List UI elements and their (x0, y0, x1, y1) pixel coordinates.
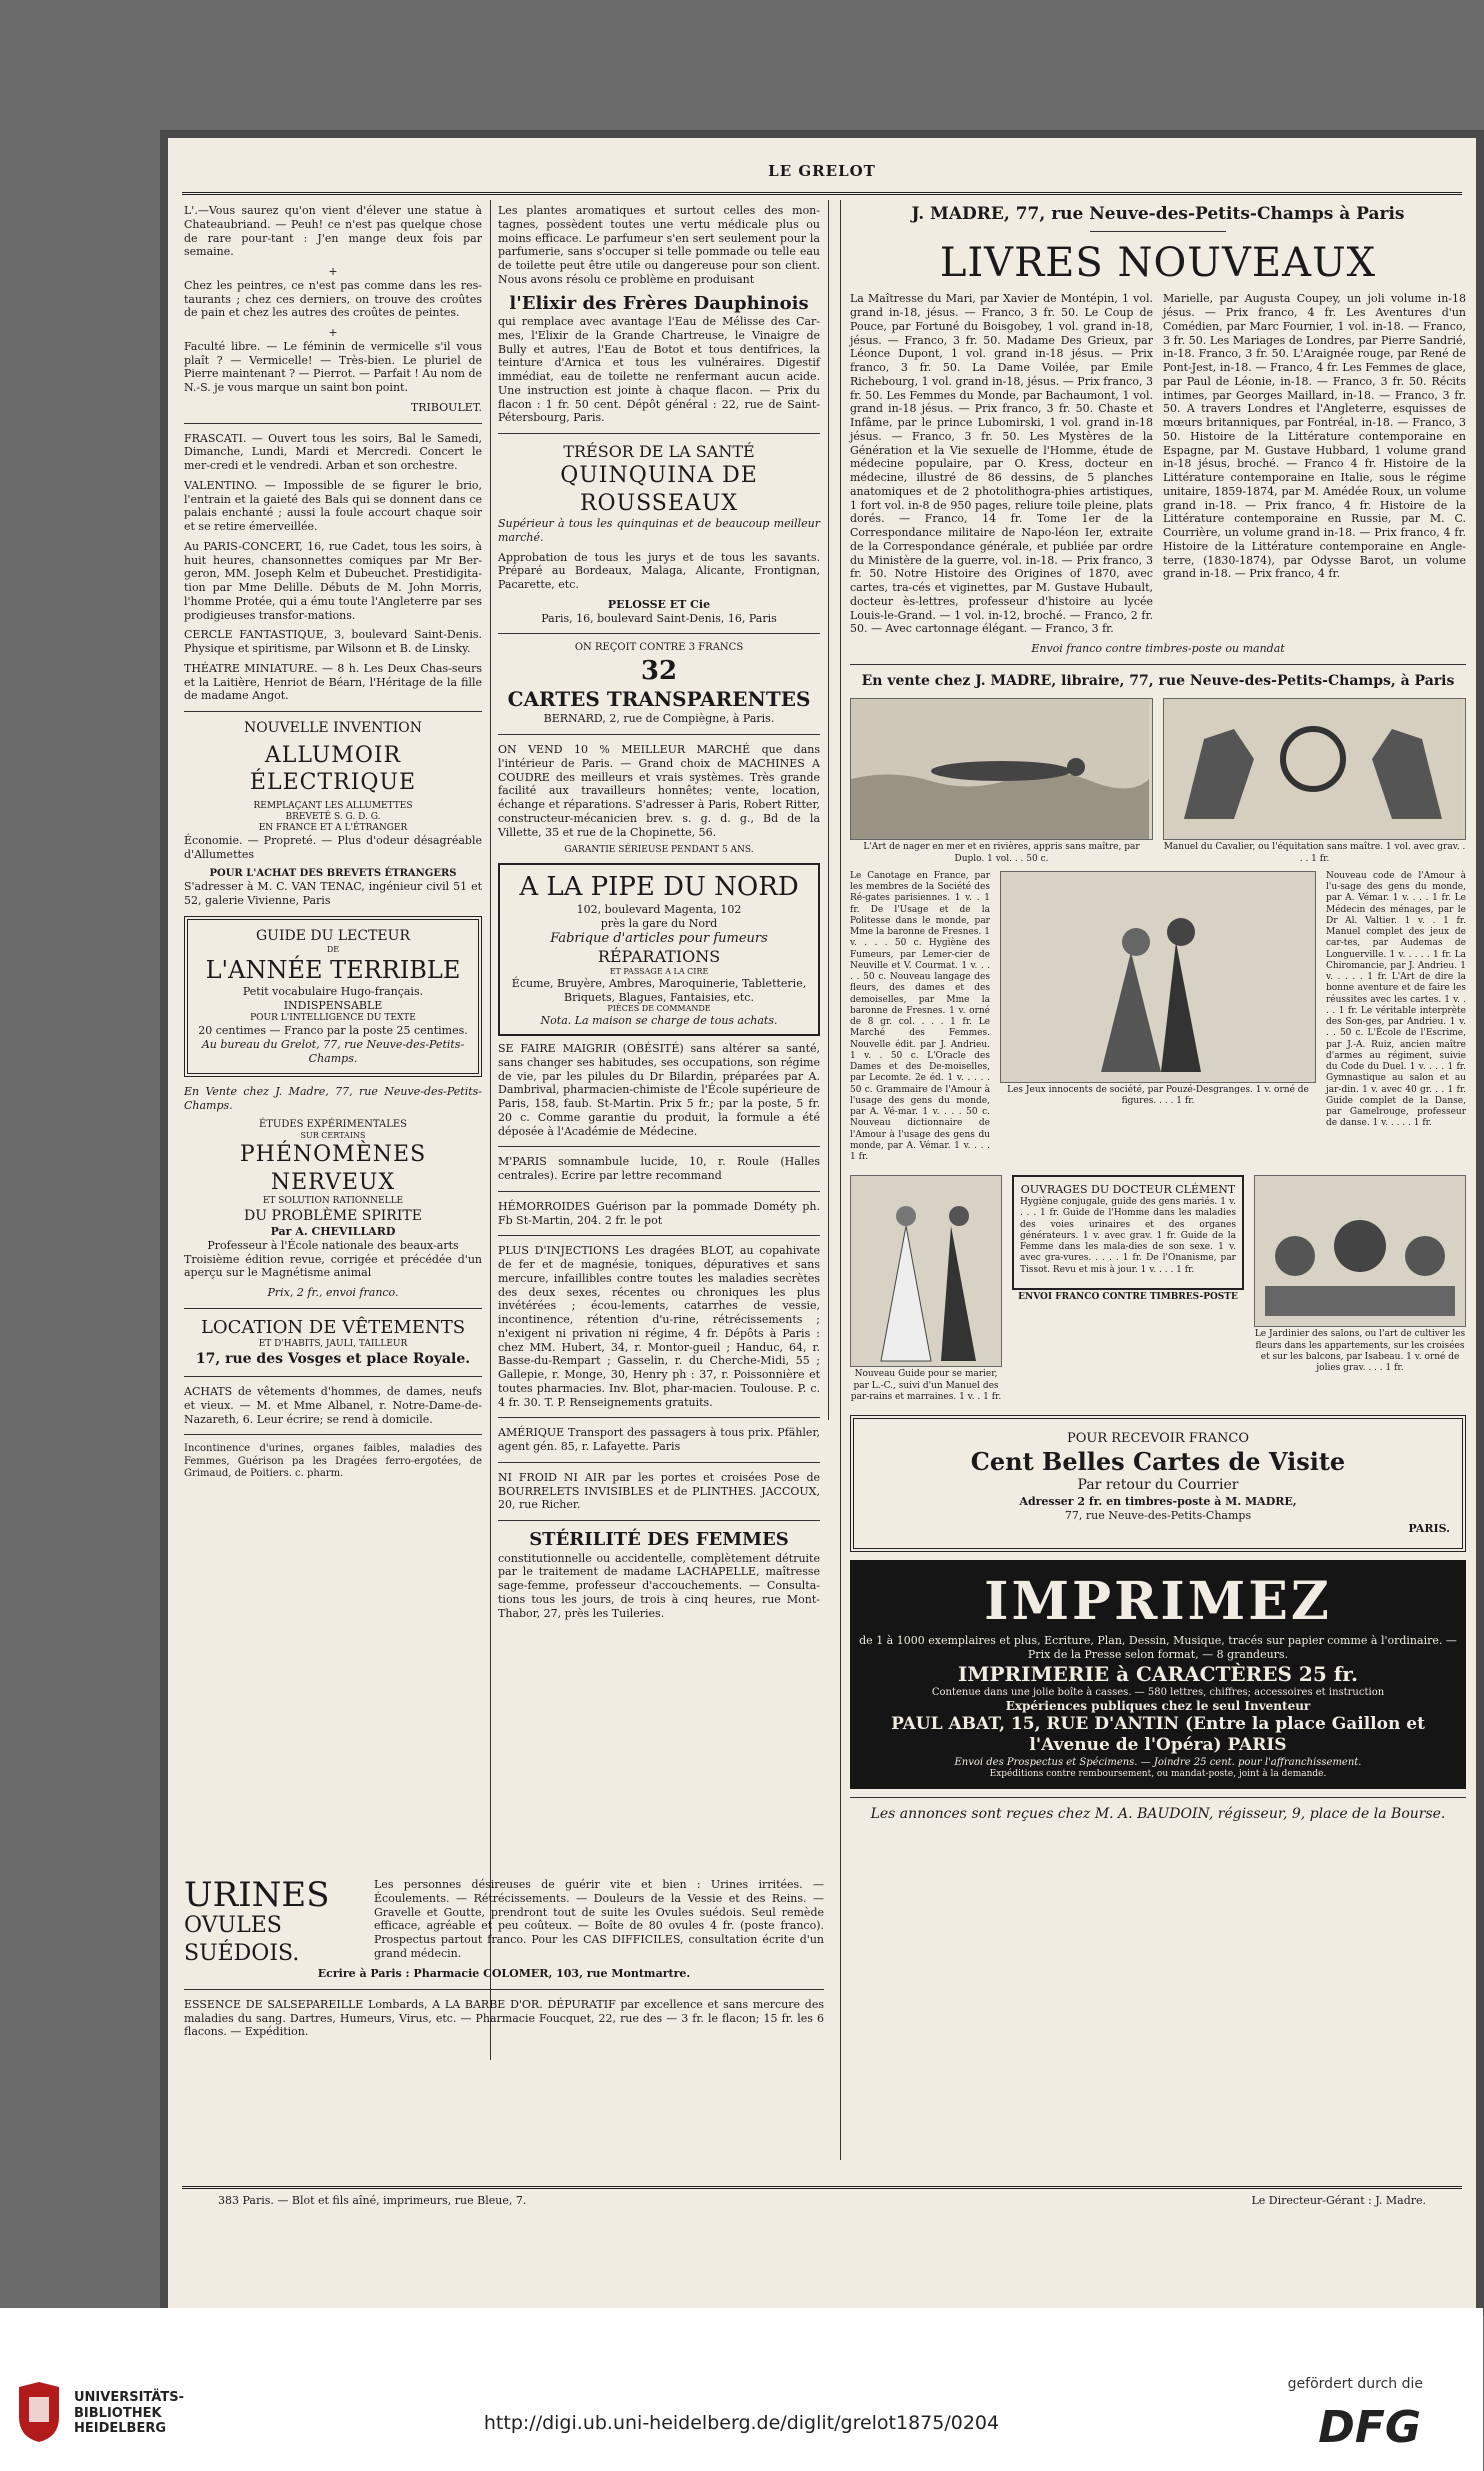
newspaper-page (168, 138, 1476, 2308)
caption-nager: L'Art de nager en mer et en rivières, appris sans maître, par Duplo. 1 vol. . . 50 c. (863, 842, 1140, 864)
dfg-logo: DFG (1318, 2402, 1421, 2453)
cent-cartes: Cent Belles Cartes de Visite (970, 1447, 1346, 1477)
imprimez-line5: PAUL ABAT, 15, RUE D'ANTIN (Entre la place Gaillon et l'Avenue de l'Opéra) PARIS (891, 1714, 1425, 1756)
caption-couple: Les Jeux innocents de société, par Pouzé-Desgranges. 1 v. orné de figures. . . . 1 fr. (1007, 1084, 1309, 1106)
joke-peintres: Chez les peintres, ce n'est pas comme dans les res-taurants ; chez ces derniers, on trouve des croûtes de pain et chez les autres des croûtes de peintes. (184, 278, 482, 320)
signature: TRIBOULET. (410, 400, 482, 414)
ad-colomer: Ecrire à Paris : Pharmacie COLOMER, 103, rue Montmartre. (317, 1967, 691, 1980)
ad-maigrir: SE FAIRE MAIGRIR (OBÉSITÉ) sans altérer sa santé, sans changer ses habitudes, ses occupations, son régime de vie, par les pilules du Dr Bilardin, préparées par A. Dambrival, pharmacien-chimiste de l'École supérieure de Paris, 158, faub. St-Martin. Prix 5 fr.; par la poste, 5 fr. 20 c. Comme garantie du produit, la formule a été déposée à l'Académie de Médecine. (498, 1042, 820, 1138)
imprimez-line2: IMPRIMERIE à CARACTÈRES 25 fr. (958, 1661, 1358, 1686)
notice-cercle: CERCLE FANTASTIQUE, 3, boulevard Saint-Denis. Physique et spiritisme, par Wilsonn et B. de Linsky. (184, 628, 482, 655)
joke-faculte: Faculté libre. — Le féminin de vermicelle s'il vous plaît ? — Vermicelle! — Très-bien. Le pluriel de Pierre maintenant ? — Pierrot. — Parfait ! Au nom de N.-S. je vous marque un saint bon point. (184, 339, 482, 394)
ad-on-vend: ON VEND 10 % MEILLEUR MARCHÉ que dans l'intérieur de Paris. — Grand choix de MACHINES A COUDRE des meilleurs et vrais systèmes. Très grande facilité aux travailleurs honnêtes; vente, location, échange et réparations. S'adresser à Paris, Robert Ritter, constructeur-mécanicien brev. s. g. d. g., Bd de la Villette, 35 et rue de la Chopinette, 56. (498, 743, 820, 839)
column-right (850, 204, 1466, 2204)
column-divider (490, 200, 491, 2060)
ad-cartes: CARTES TRANSPARENTES (507, 687, 811, 712)
ad-quinquina: QUINQUINA DE ROUSSEAUX (560, 463, 758, 516)
ad-bernard: BERNARD, 2, rue de Compiègne, à Paris. (543, 712, 775, 726)
gefoerdert-text: gefördert durch die (1287, 2376, 1423, 2392)
ad-superieur: Supérieur à tous les quinquinas et de beaucoup meilleur marché. (498, 517, 820, 544)
etudes-sur: SUR CERTAINS (300, 1131, 366, 1141)
prix-phenomenes: Prix, 2 fr., envoi franco. (267, 1286, 399, 1299)
ad-brevete: BREVETÉ S. G. D. G. (285, 811, 381, 822)
ad-elixir-text: qui remplace avec avantage l'Eau de Mélisse des Car-mes, l'Elixir de la Grande Chartreuse, le Vinaigre de Bully et autres, l'Eau de Botot et tous dentifrices, la teinture d'Arnica et tous les vulnéraires. Digestif immédiat, eau de toilette ne renfermant aucun acide. Une instruction est jointe à chaque flacon. — Prix du flacon : 1 fr. 50 cent. Dépôt général : 22, rue de Saint-Pétersbourg, Paris. (498, 315, 820, 425)
column-one: L'.—Vous saurez qu'on vient d'élever une statue à Chateaubriand. — Peuh! ce n'est pas quelque chose de rare pour-tant : J'en mange deux fois par semaine. + Chez les peintres, ce n'est pas comme dans les res-taurants ; chez ces derniers, on trouve des croûtes de pain et chez les autres des croûtes de peintes. + Faculté libre. — Le féminin de vermicelle s'il vous plaît ? — Vermicelle! — Très-bien. Le pluriel de Pierre maintenant ? — Pierrot. — Parfait ! Au nom de N.-S. je vous marque un saint bon point. TRIBOULET. FRASCATI. — Ouvert tous les soirs, Bal le Samedi, Dimanche, Lundi, Mardi et Mercredi. Concert le mer-credi et le vendredi. Arban et son orchestre. VALENTINO. — Impossible de se figurer le brio, l'entrain et la gaieté des Bals qui se donnent dans ce palais enchanté ; aussi la foule accourt chaque soir et se retire émerveillée. Au PARIS-CONCERT, 16, rue Cadet, tous les soirs, à huit heures, chansonnettes comiques par Mr Ber-geron, MM. Joseph Kelm et Dubeuchet. Prestidigita-tion par Mme Delille. Débuts de M. John Morris, l'homme Protée, qui a ému toute l'Angleterre par ses prodigieuses transfor-mations. CERCLE FANTASTIQUE, 3, boulevard Saint-Denis. Physique et spiritisme, par Wilsonn et B. de Linsky. THÉATRE MINIATURE. — 8 h. Les Deux Chas-seurs et la Laitière, Henriot de Béarn, l'Héritage de la fille de madame Angot. NOUVELLE INVENTION ALLUMOIR ÉLECTRIQUE REMPLAÇANT LES ALLUMETTES BREVETÉ S. G. D. G. EN FRANCE ET A L'ÉTRANGER Économie. — Propreté. — Plus d'odeur désagréable d'Allumettes POUR L'ACHAT DES BREVETS ÉTRANGERS S'adresser à M. C. VAN TENAC, ingénieur civil 51 et 52, galerie Vivienne, Paris GUIDE DU LECTEUR DE L'ANNÉE TERRIBLE Petit vocabulaire Hugo-français. INDISPENSABLE POUR L'INTELLIGENCE DU TEXTE 20 centimes — Franco par la poste 25 centimes. Au bureau du Grelot, 77, rue Neuve-des-Petits-Champs. En Vente chez J. Madre, 77, rue Neuve-des-Petits-Champs. ÉTUDES EXPÉRIMENTALES SUR CERTAINS PHÉNOMÈNES NERVEUX ET SOLUTION RATIONNELLE DU PROBLÈME SPIRITE Par A. CHEVILLARD Professeur à l'École nationale des beaux-arts Troisième édition revue, corrigée et précédée d'un aperçu sur le Magnétisme animal Prix, 2 fr., envoi franco. LOCATION DE VÊTEMENTS ET D'HABITS, JAULI, TAILLEUR 17, rue des Vosges et place Royale. ACHATS de vêtements d'hommes, de dames, neufs et vieux. — M. et Mme Albanel, r. Notre-Dame-de-Nazareth, 6. Leur écrire; se rend à domicile. Incontinence d'urines, organes faibles, maladies des Femmes, Guérison pa les Dragées ferro-ergotées, de Grimaud, de Poitiers. c. pharm. (184, 204, 482, 1480)
adresser-madre: Adresser 2 fr. en timbres-poste à M. MADRE, (1019, 1494, 1297, 1508)
adresser-paris: PARIS. (1408, 1522, 1450, 1536)
pipe-reparations: RÉPARATIONS (597, 946, 721, 966)
ad-ovules: OVULES SUÉDOIS. (184, 1913, 300, 1966)
ad-urines-text: Les personnes désireuses de guérir vite et bien : Urines irritées. — Écoulements. — Rétrécissements. — Douleurs de la Vessie et des Reins. — Gravelle et Goutte, prendront tout de suite les Ovules suédois. Seul remède efficace, agréable et peu coûteux. — Boîte de 80 ovules 4 fr. (poste franco). Prospectus partout franco. Pour les CAS DIFFICILES, consultation écrite d'un grand médecin. (374, 1878, 824, 1960)
ad-allumoir: ALLUMOIR ÉLECTRIQUE (249, 742, 417, 795)
ad-incontinence: Incontinence d'urines, organes faibles, maladies des Femmes, Guérison pa les Dragées ferro-ergotées, de Grimaud, de Poitiers. c. pharm. (184, 1443, 482, 1480)
guide-de: DE (326, 945, 340, 955)
ouvrages-title: OUVRAGES DU DOCTEUR CLÉMENT (1020, 1183, 1236, 1197)
envoi-timbres: ENVOI FRANCO CONTRE TIMBRES-POSTE (1018, 1291, 1238, 1302)
imprimez-title: IMPRIMEZ (984, 1571, 1332, 1632)
annonces: Les annonces sont reçues chez M. A. BAUDOIN, régisseur, 9, place de la Bourse. (870, 1806, 1446, 1823)
uni-line3: HEIDELBERG (74, 2421, 167, 2437)
ouvrages-box (1012, 1175, 1244, 1290)
notice-paris-concert: Au PARIS-CONCERT, 16, rue Cadet, tous les soirs, à huit heures, chansonnettes comiques par Mr Ber-geron, MM. Joseph Kelm et Dubeuchet. Prestidigita-tion par Mme Delille. Débuts de M. John Morris, l'homme Protée, qui a ému toute l'Angleterre par ses prodigieuses transfor-mations. (184, 539, 482, 622)
auteur: Par A. CHEVILLARD (270, 1225, 396, 1238)
page-footer (218, 2194, 1426, 2207)
wide-ads (184, 1875, 824, 2178)
header-rule (182, 192, 1462, 195)
en-vente: En Vente chez J. Madre, 77, rue Neuve-des-Petits-Champs. (184, 1085, 482, 1112)
digital-library-bar (0, 2308, 1483, 2471)
books-left: La Maîtresse du Mari, par Xavier de Montépin, 1 vol. grand in-18, jésus. — Franco, 3 fr. 50. Le Coup de Pouce, par Fortuné du Boisgobey, 1 vol. grand in-18, jésus. — Franco, 3 fr. 50. Madame Des Grieux, par Léonce Dupont, 1 vol. grand in-18 jésus. — Prix franco, 3 fr. 50. La Dame Voilée, par Emile Richebourg, 1 vol. grand in-18, jésus. — Prix franco, 3 fr. 50. Les Femmes du Monde, par Bachaumont, 1 vol. grand in-18 jésus. — Prix franco, 3 fr. 50. Chaste et Infâme, par le prince Lubomirski, 1 vol. grand in-18 jésus. — Franco, 3 fr. 50. Les Mystères de la Génération et la Vie sexuelle de l'Homme, étude de médecine populaire, par O. Kress, docteur en médecine, illustré de 86 dessins, de 5 planches anatomiques et de 2 photolithogra-phies artistiques, 1 fort vol. in-8 de 950 pages, reliure toile pleine, plats dorés. — Franco, 14 fr. Tome 1er de la Correspondance militaire de Napo-léon Ier, extraite de la Correspondance générale, et publiée par ordre du Ministère de la guerre, vol. in-18. — Prix franco, 3 fr. 50. Notre Histoire des Origines of 1870, avec cartes, tra-cés et viginettes, par M. Gustave Hubault, docteur ès-lettres, professeur d'histoire au lycée Louis-le-Grand. — 1 vol. in-12, broché. — Franco, 2 fr. 50. — Avec cartonnage élégant. — Franco, 3 fr. (850, 292, 1153, 636)
joke-chateaubriand: L'.—Vous saurez qu'on vient d'élever une statue à Chateaubriand. — Peuh! ce n'est pas quelque chose de rare pour-tant : J'en mange deux fois par semaine. (184, 204, 482, 259)
list-left: Le Canotage en France, par les membres de la Société des Ré-gates parisiennes. 1 v. . 1 fr. De l'Usage et de la Politesse dans le monde, par Mme la baronne de Fresnes. 1 v. . . . 50 c. Hygiène des Fumeurs, par Lemer-cier de Neuville et V. Courmat. 1 v. . . . . 50 c. Nouveau langage des fleurs, des dames et des demoiselles, par Mme la baronne de Fresnes. 1 v. orné de 8 gr. col. . . . 1 fr. Le Marché des Femmes. Nouvelle édit. par J. Andrieu. 1 v. . 50 c. L'Oracle des Dames et des De-moiselles, par Lecomte. 2e éd. 1 v. . . . . 50 c. Grammaire de l'Amour à l'usage des gens du monde, par A. Vé-mar. 1 v. . . . 50 c. Nouveau dictionnaire de l'Amour à l'usage des gens du monde, par A. Vémar. 1 v. . . . 1 fr. (850, 870, 990, 1162)
uni-line1: UNIVERSITÄTS- (74, 2390, 184, 2405)
ad-plantes: Les plantes aromatiques et surtout celles des mon-tagnes, possèdent toutes une vertu médicale plus ou moins efficace. Le parfumeur s'en sert seulement pour la parfumerie, sans s'occuper si telle pommade ou telle eau de toilette peut être utile ou dangereuse pour son client. Nous avons résolu ce problème en produisant (498, 204, 820, 286)
jardin-illustration (1254, 1175, 1466, 1327)
imprimez-line4: Expériences publiques chez le seul Inventeur (1005, 1699, 1311, 1713)
notice-frascati: FRASCATI. — Ouvert tous les soirs, Bal le Samedi, Dimanche, Lundi, Mardi et Mercredi. Concert le mer-credi et le vendredi. Arban et son orchestre. (184, 431, 482, 472)
footer-rule (182, 2186, 1462, 2189)
column-divider (840, 200, 841, 2160)
ad-sterilite: STÉRILITÉ DES FEMMES (529, 1529, 789, 1550)
ad-approbation: Approbation de tous les jurys et de tous les savants. Préparé au Bordeaux, Malaga, Alicante, Frontignan, Pacarette, etc. (498, 550, 820, 591)
column-two (498, 204, 820, 1620)
pipe-pieces: PIÈCES DE COMMANDE (607, 1004, 711, 1014)
etudes: ÉTUDES EXPÉRIMENTALES (258, 1118, 408, 1130)
ad-essence: ESSENCE DE SALSEPAREILLE Lombards, A LA BARBE D'OR. DÉPURATIF par excellence et sans mercure des maladies du sang. Dartres, Humeurs, Virus, etc. — Pharmacie Foucquet, 22, rue des — 3 fr. le flacon; 15 fr. les 6 flacons. — Expédition. (184, 1997, 824, 2039)
spirite: DU PROBLÈME SPIRITE (244, 1207, 422, 1224)
imprimez-line1: de 1 à 1000 exemplaires et plus, Ecriture, Plan, Dessin, Musique, tracés sur papier comme à l'ordinaire. — Prix de la Presse selon format, — 8 grandeurs. (859, 1634, 1457, 1661)
couple-illustration (1000, 871, 1316, 1083)
guide-petit: Petit vocabulaire Hugo-français. INDISPENSABLE (242, 985, 424, 1012)
troisieme-edition: Troisième édition revue, corrigée et précédée d'un aperçu sur le Magnétisme animal (184, 1252, 482, 1280)
ad-froid: NI FROID NI AIR par les portes et croisées Pose de BOURRELETS INVISIBLES et de PLINTHES. JACCOUX, 20, rue Richer. (498, 1470, 820, 1512)
pipe-ecume: Écume, Bruyère, Ambres, Maroquinerie, Tabletterie, Briquets, Blagues, Fantaisies, etc. (511, 976, 807, 1004)
notice-theatre: THÉATRE MINIATURE. — 8 h. Les Deux Chas-seurs et la Laitière, Henriot de Béarn, l'Héritage de la fille de madame Angot. (184, 661, 482, 703)
guide-annee: L'ANNÉE TERRIBLE (205, 956, 461, 985)
imprimez-line3: Contenue dans une jolie boîte à casses. — 580 lettres, chiffres; accessoires et instruction (931, 1686, 1385, 1698)
caption-cavalier: Manuel du Cavalier, ou l'équitation sans maître. 1 vol. avec grav. . . . 1 fr. (1163, 842, 1466, 864)
ad-sterilite-text: constitutionnelle ou accidentelle, complètement détruite par le traitement de madame LACHAPELLE, maîtresse sage-femme, professeur d'accouchements. — Consulta-tions tous les jours, de trois à cinq heures, rue Mont-Thabor, 27, près les Tuileries. (498, 1551, 820, 1620)
ad-tresor: TRÉSOR DE LA SANTÉ (563, 442, 755, 461)
ad-vosges: 17, rue des Vosges et place Royale. (195, 1350, 471, 1367)
guide-title: GUIDE DU LECTEUR (255, 927, 410, 944)
ad-pelosse-addr: Paris, 16, boulevard Saint-Denis, 16, Paris (541, 611, 777, 625)
vente-madre: En vente chez J. MADRE, libraire, 77, rue Neuve-des-Petits-Champs, à Paris (861, 672, 1455, 689)
pipe-addr: 102, boulevard Magenta, 102 (576, 903, 742, 916)
guide-pour: POUR L'INTELLIGENCE DU TEXTE (250, 1012, 416, 1023)
ad-title: NOUVELLE INVENTION (243, 720, 423, 736)
pipe-emballage: ET PASSAGE A LA CIRE (609, 966, 709, 976)
ad-economie: Économie. — Propreté. — Plus d'odeur désagréable d'Allumettes (184, 834, 482, 861)
pipe-gare: près la gare du Nord (600, 916, 718, 930)
ad-garantie: GARANTIE SÉRIEUSE PENDANT 5 ANS. (564, 845, 754, 856)
ad-urines: URINES (184, 1875, 330, 1915)
par-retour: Par retour du Courrier (1077, 1477, 1239, 1494)
imprimez-line7: Expéditions contre remboursement, ou mandat-poste, joint à la demande. (989, 1769, 1327, 1779)
ad-location: LOCATION DE VÊTEMENTS (200, 1316, 466, 1338)
ad-france: EN FRANCE ET A L'ÉTRANGER (258, 823, 408, 833)
imprimez-line6: Envoi des Prospectus et Spécimens. — Joindre 25 cent. pour l'affranchissement. (954, 1756, 1362, 1768)
ad-habits: ET D'HABITS, JAULI, TAILLEUR (258, 1339, 408, 1350)
envoi-franco: Envoi franco contre timbres-poste ou mandat (1031, 642, 1285, 655)
column-divider (828, 200, 829, 1420)
pipe-nota: Nota. La maison se charge de tous achats. (540, 1014, 778, 1028)
guide-prix: 20 centimes — Franco par la poste 25 centimes. (198, 1024, 468, 1037)
ad-achat: POUR L'ACHAT DES BREVETS ÉTRANGERS (209, 867, 457, 879)
pipe-fabrique: Fabrique d'articles pour fumeurs (550, 930, 768, 946)
wedding-illustration (850, 1175, 1002, 1367)
pipe-title: A LA PIPE DU NORD (519, 871, 799, 902)
caption-jardin: Le Jardinier des salons, ou l'art de cultiver les fleurs dans les appartements, sur les croisées et sur les balcons, par Isabeau. 1 v. orné de jolies grav. . . . 1 fr. (1254, 1329, 1466, 1373)
ad-mparis: M'PARIS somnambule lucide, 10, r. Roule (Halles centrales). Ecrire par lettre recommand (498, 1155, 820, 1182)
ad-subtitle: REMPLAÇANT LES ALLUMETTES (253, 800, 413, 811)
madre-title: J. MADRE, 77, rue Neuve-des-Petits-Champs à Paris (911, 204, 1405, 224)
horses-illustration (1163, 698, 1466, 840)
ad-achats: ACHATS de vêtements d'hommes, de dames, neufs et vieux. — M. et Mme Albanel, r. Notre-Dame-de-Nazareth, 6. Leur écrire; se rend à domicile. (184, 1385, 482, 1426)
source-url[interactable]: http://digi.ub.uni-heidelberg.de/diglit/grelot1875/0204 (483, 2412, 1000, 2434)
guide-bureau: Au bureau du Grelot, 77, rue Neuve-des-Petits-Champs. (201, 1037, 465, 1065)
footer-director: Le Directeur-Gérant : J. Madre. (1251, 2194, 1426, 2207)
ouvrages-list: Hygiène conjugale, guide des gens mariés. 1 v. . . . 1 fr. Guide de l'Homme dans les maladies des voies urinaires et des organes générateurs. 1 v. avec grav. 1 fr. Guide de la Femme dans les mala-dies de son sexe. 1 v. avec gra-vures. . . . . 1 fr. De l'Onanisme, par Tissot. Revu et mis à jour. 1 v. . . . 1 fr. (1020, 1197, 1236, 1275)
ad-injections: PLUS D'INJECTIONS Les dragées BLOT, au copahivate de fer et de magnésie, toniques, dépuratives et sans mercure, infaillibles contre toutes les maladies secrètes des deux sexes, récentes ou chroniques les plus invétérées ; écou-lements, catarrhes de vessie, incontinence, rétention d'u-rine, rétrécissements ; n'exigent ni privation ni régime, 4 fr. Dépôts à Paris : chez MM. Hubert, 34, r. Montor-gueil ; Handuc, 64, r. Basse-du-Rempart ; Gasselin, r. du Cherche-Midi, 55 ; Gallepie, r. Monge, 30, Henry ph : 37, r. Poissonnière et toutes pharmacies. Inv. Blot, phar-macien. Toulouse. P. c. 4 fr. 30. T. P. Renseignements gratuits. (498, 1244, 820, 1409)
cartes-visite-box (850, 1415, 1466, 1552)
footer-printer: 383 Paris. — Blot et fils aîné, imprimeurs, rue Bleue, 7. (218, 2194, 527, 2207)
adresser-rue: 77, rue Neuve-des-Petits-Champs (1064, 1508, 1252, 1522)
ad-adresser: S'adresser à M. C. VAN TENAC, ingénieur civil 51 et 52, galerie Vivienne, Paris (184, 880, 482, 907)
list-right: Nouveau code de l'Amour à l'u-sage des gens du monde, par A. Vémar. 1 v. . . . 1 fr. Le Médecin des ménages, par le Dr Al. Valtier. 1 v. . 1 fr. Manuel complet des jeux de car-tes, par Audemas de Longuerville. 1 v. . . . . 1 fr. La Chiromancie, par J. Andrieu. 1 v. . . . . 1 fr. L'Art de dire la bonne aventure et de faire les réussites avec les cartes. 1 v. . . . 1 fr. Le véritable interprète des Son-ges, par Andrieu. 1 v. . . 50 c. L'École de l'Escrime, par J.-A. Ruiz, ancien maître d'armes au régiment, suivie du Code du Duel. 1 v. . . . 1 fr. Gymnastique au salon et au jar-din. 1 v. avec 40 gr. . . 1 fr. Guide complet de la Danse, par Gamelrouge, professeur de danse. 1 v. . . . . 1 fr. (1326, 870, 1466, 1129)
ad-32: 32 (640, 655, 678, 686)
pour-recevoir: POUR RECEVOIR FRANCO (1066, 1431, 1250, 1446)
professeur: Professeur à l'École nationale des beaux-arts (207, 1238, 459, 1252)
books-right: Marielle, par Augusta Coupey, un joli volume in-18 jésus. — Prix franco, 4 fr. Les Aventures d'un Comédien, par Marc Fournier, 1 vol. in-18. — Franco, 3 fr. 50. Les Mariages de Londres, par Pierre Sandrié, in-18. Franco, 3 fr. 50. L'Araignée rouge, par René de Pont-Jest, in-18. — Franco, 4 fr. Les Femmes de glace, par Paul de Léonie, in-18. — Franco, 3 fr. 50. Récits intimes, par Georges Maillard, in-18. — Franco, 3 fr. 50. A travers Londres et l'Angleterre, esquisses de mœurs britanniques, par Fontréal, in-18. — Franco, 3 50. Histoire de la Littérature contemporaine en Espagne, par M. Gustave Hubbard, 1 volume grand in-18 jésus, broché. — Franco 4 fr. Histoire de la Littérature contemporaine en Italie, sous le régime unitaire, 1859-1874, par M. Amédée Roux, un volume grand in-18. — Prix franco, 4 fr. Histoire de la Littérature contemporaine en Russie, par M. C. Courrière, un volume grand in-18. — Prix franco, 4 fr. Histoire de la Littérature contemporaine en Angle-terre, (1830-1874), par Odysse Barot, un volume grand in-18. — Prix franco, 4 fr. (1163, 292, 1466, 581)
ad-amerique: AMÉRIQUE Transport des passagers à tous prix. Pfähler, agent gén. 85, r. Lafayette. Paris (498, 1426, 820, 1453)
uni-line2: BIBLIOTHEK (74, 2405, 162, 2421)
swimmer-illustration (850, 698, 1153, 840)
notice-valentino: VALENTINO. — Impossible de se figurer le brio, l'entrain et la gaieté des Bals qui se donnent dans ce palais enchanté ; aussi la foule accourt chaque soir et se retire émerveillée. (184, 478, 482, 533)
ad-hemorroides: HÉMORROIDES Guérison par la pommade Dométy ph. Fb St-Martin, 204. 2 fr. le pot (498, 1199, 820, 1227)
ad-elixir: l'Elixir des Frères Dauphinois (509, 292, 809, 314)
caption-mariage: Nouveau Guide pour se marier, par L.-C., suivi d'un Manuel des par-rains et marraines. 1 v. . 1 fr. (850, 1369, 1002, 1402)
page-header-title: LE GRELOT (768, 162, 876, 180)
ad-pelosse: PELOSSE ET Cie (607, 597, 711, 611)
imprimez-box (850, 1560, 1466, 1789)
guide-box (184, 916, 482, 1078)
solution: ET SOLUTION RATIONNELLE (262, 1196, 404, 1207)
phenomenes: PHÉNOMÈNES NERVEUX (239, 1142, 427, 1195)
ad-recoit: ON REÇOIT CONTRE 3 FRANCS (574, 642, 744, 654)
livres-nouveaux: LIVRES NOUVEAUX (939, 240, 1377, 287)
pipe-box (498, 863, 820, 1037)
